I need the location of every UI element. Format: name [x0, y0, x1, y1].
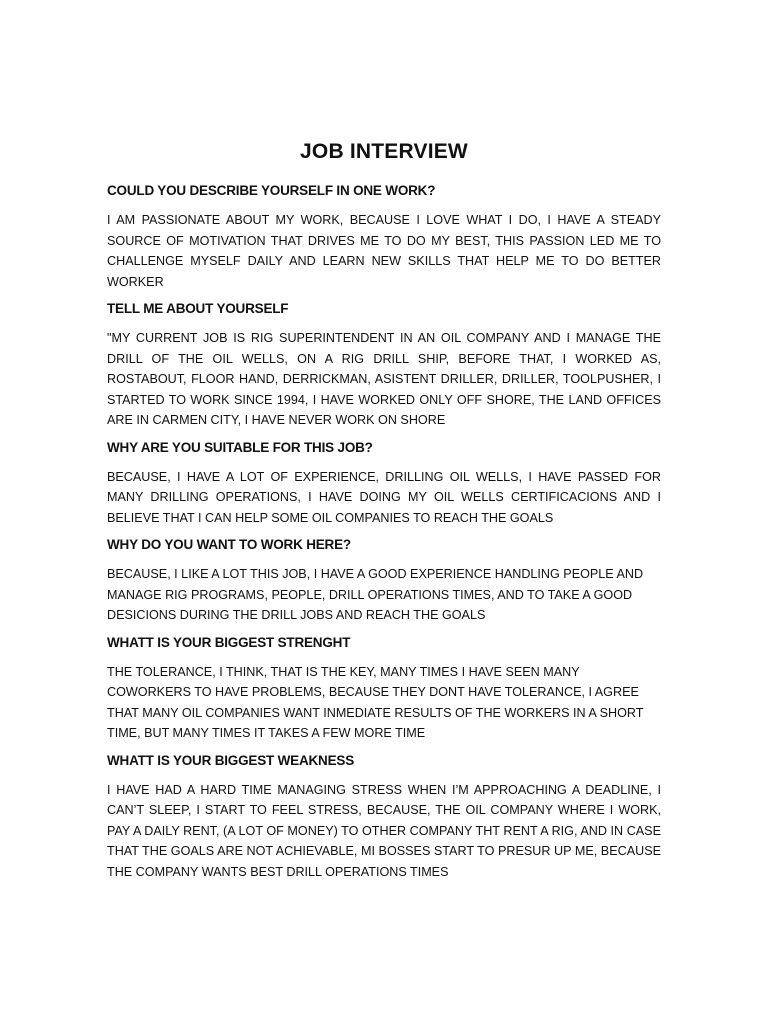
document-page: [107, 138, 661, 890]
question-tell-me-about-yourself: TELL ME ABOUT YOURSELF: [107, 301, 289, 316]
document-title: JOB INTERVIEW: [300, 140, 468, 163]
question-biggest-strength: WHATT IS YOUR BIGGEST STRENGHT: [107, 634, 351, 650]
question-biggest-weakness: WHATT IS YOUR BIGGEST WEAKNESS: [107, 752, 355, 768]
answer-why-suitable: BECAUSE, I HAVE A LOT OF EXPERIENCE, DRILLING OIL WELLS, I HAVE PASSED FOR MANY DRILLING OPERATIONS, I HAVE DOING MY OIL WELLS CERTIFICACIONS AND I BELIEVE THAT I CAN HELP SOME OIL COMPANIES TO REACH THE GOALS: [107, 469, 661, 525]
answer-biggest-strength: THE TOLERANCE, I THINK, THAT IS THE KEY, MANY TIMES I HAVE SEEN MANY COWORKERS TO HAVE PROBLEMS, BECAUSE THEY DONT HAVE TOLERANCE, I AGREE THAT MANY OIL COMPANIES WANT INMEDIATE RESULTS OF THE WORKERS IN A SHORT TIME, BUT MANY TIMES IT TAKES A FEW MORE TIME: [107, 664, 644, 740]
question-why-suitable: WHY ARE YOU SUITABLE FOR THIS JOB?: [107, 439, 373, 455]
question-describe-yourself: COULD YOU DESCRIBE YOURSELF IN ONE WORK?: [107, 183, 436, 198]
question-why-work-here: WHY DO YOU WANT TO WORK HERE?: [107, 537, 351, 552]
answer-why-work-here: BECAUSE, I LIKE A LOT THIS JOB, I HAVE A GOOD EXPERIENCE HANDLING PEOPLE AND MANAGE RIG PROGRAMS, PEOPLE, DRILL OPERATIONS TIMES, AND TO TAKE A GOOD DESICIONS DURING THE DRILL JOBS AND REACH THE GOALS: [107, 567, 644, 622]
answer-describe-yourself: I AM PASSIONATE ABOUT MY WORK, BECAUSE I LOVE WHAT I DO, I HAVE A STEADY SOURCE OF MOTIVATION THAT DRIVES ME TO DO MY BEST, THIS PASSION LED ME TO CHALLENGE MYSELF DAILY AND LEARN NEW SKILLS THAT HELP ME TO DO BETTER WORKER: [107, 213, 661, 289]
answer-tell-me-about-yourself: "MY CURRENT JOB IS RIG SUPERINTENDENT IN AN OIL COMPANY AND I MANAGE THE DRILL OF THE OIL WELLS, ON A RIG DRILL SHIP, BEFORE THAT, I WORKED AS, ROSTABOUT, FLOOR HAND, DERRICKMAN, ASISTENT DRILLER, DRILLER, TOOLPUSHER, I STARTED TO WORK SINCE 1994, I HAVE WORKED ONLY OFF SHORE, THE LAND OFFICES ARE IN CARMEN CITY, I HAVE NEVER WORK ON SHORE: [107, 331, 661, 427]
answer-biggest-weakness: I HAVE HAD A HARD TIME MANAGING STRESS WHEN I’M APPROACHING A DEADLINE, I CAN’T SLEEP, I START TO FEEL STRESS, BECAUSE, THE OIL COMPANY WHERE I WORK, PAY A DAILY RENT, (A LOT OF MONEY) TO OTHER COMPANY THT RENT A RIG, AND IN CASE THAT THE GOALS ARE NOT ACHIEVABLE, MI BOSSES START TO PRESUR UP ME, BECAUSE THE COMPANY WANTS BEST DRILL OPERATIONS TIMES: [107, 782, 661, 879]
